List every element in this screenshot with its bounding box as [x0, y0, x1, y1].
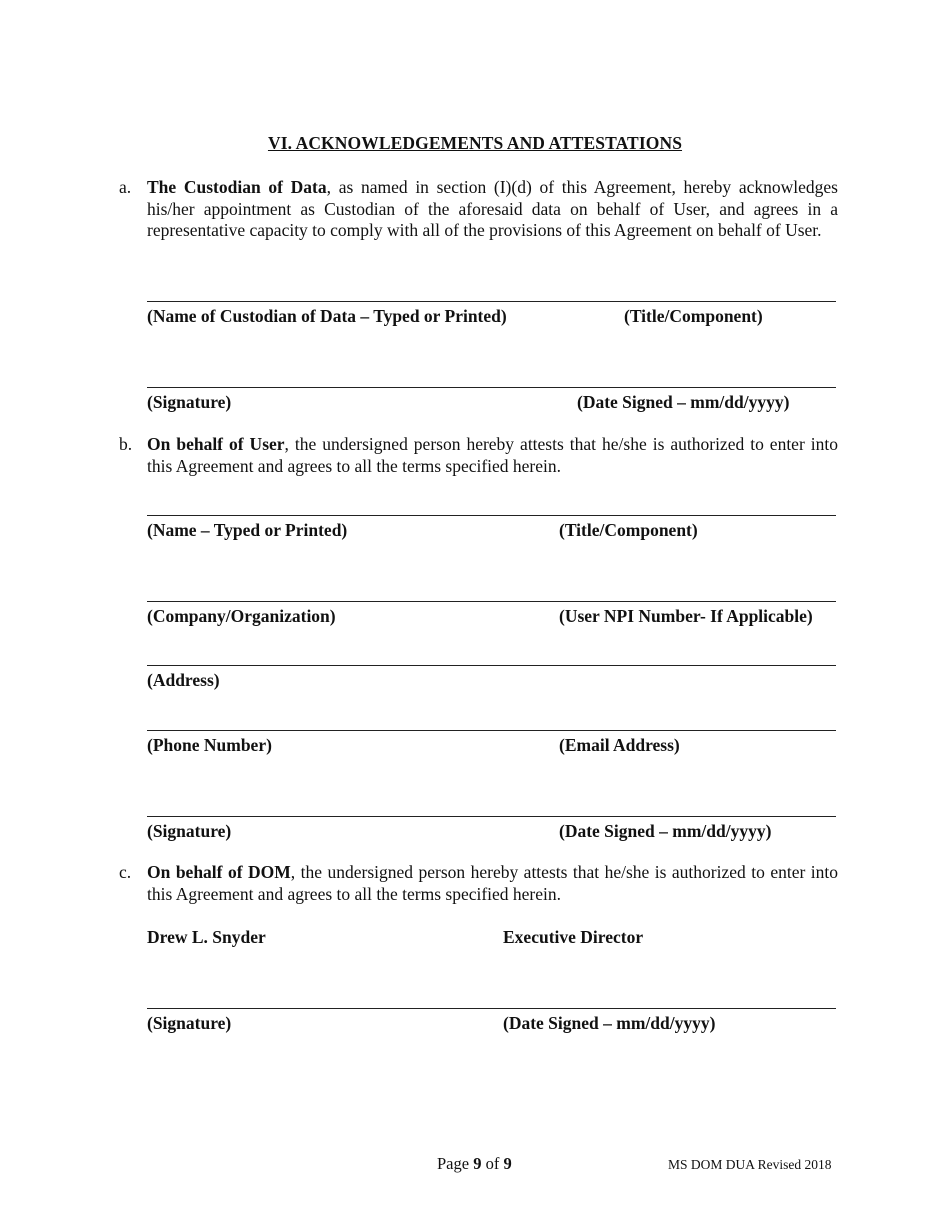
item-b-letter: b.: [119, 434, 133, 454]
item-a-paragraph: [147, 177, 838, 242]
custodian-date-label: (Date Signed – mm/dd/yyyy): [577, 392, 790, 412]
user-address-label: (Address): [147, 670, 220, 690]
item-b-bold-lead: On behalf of User: [147, 434, 285, 454]
dom-signer-title: Executive Director: [503, 927, 644, 947]
user-email-label: (Email Address): [559, 735, 680, 755]
dom-signature-line[interactable]: [147, 1008, 836, 1009]
page-total: 9: [503, 1154, 512, 1173]
page-of: of: [485, 1154, 500, 1173]
user-phone-label: (Phone Number): [147, 735, 272, 755]
custodian-name-line[interactable]: [147, 301, 836, 302]
user-signature-label: (Signature): [147, 821, 232, 841]
revision-note: MS DOM DUA Revised 2018: [668, 1157, 832, 1172]
user-title-label: (Title/Component): [559, 520, 698, 540]
dom-signer-name: Drew L. Snyder: [147, 927, 266, 947]
item-a-text: , as named in section (I)(d) of this Agreement, hereby acknowledges his/her appointment as Custodian of the aforesaid data on behalf of User, and agrees in a representative capacity to comply with all of the provisions of this Agreement on behalf of User.: [147, 177, 838, 240]
custodian-name-label: (Name of Custodian of Data – Typed or Printed): [147, 306, 507, 326]
custodian-signature-line[interactable]: [147, 387, 836, 388]
user-name-line[interactable]: [147, 515, 836, 516]
user-address-line[interactable]: [147, 665, 836, 666]
user-name-label: (Name – Typed or Printed): [147, 520, 348, 540]
user-date-label: (Date Signed – mm/dd/yyyy): [559, 821, 772, 841]
user-phone-line[interactable]: [147, 730, 836, 731]
section-title: VI. ACKNOWLEDGEMENTS AND ATTESTATIONS: [267, 133, 683, 153]
user-npi-label: (User NPI Number- If Applicable): [559, 606, 813, 626]
item-b-paragraph: [147, 434, 838, 477]
custodian-title-label: (Title/Component): [624, 306, 763, 326]
item-c-text: , the undersigned person hereby attests that he/she is authorized to enter into this Agreement and agrees to all the terms specified herein.: [147, 862, 838, 904]
custodian-signature-label: (Signature): [147, 392, 232, 412]
item-b-text: , the undersigned person hereby attests that he/she is authorized to enter into this Agreement and agrees to all the terms specified herein.: [147, 434, 838, 476]
user-signature-line[interactable]: [147, 816, 836, 817]
user-company-line[interactable]: [147, 601, 836, 602]
user-company-label: (Company/Organization): [147, 606, 336, 626]
item-a-bold-lead: The Custodian of Data: [147, 177, 327, 197]
page-number: [437, 1154, 512, 1174]
page-prefix: Page: [437, 1154, 470, 1173]
page-current: 9: [473, 1154, 482, 1173]
dom-signature-label: (Signature): [147, 1013, 232, 1033]
item-c-paragraph: [147, 862, 838, 905]
item-c-letter: c.: [119, 862, 132, 882]
item-c-bold-lead: On behalf of DOM: [147, 862, 291, 882]
dom-date-label: (Date Signed – mm/dd/yyyy): [503, 1013, 716, 1033]
item-a-letter: a.: [119, 177, 132, 197]
